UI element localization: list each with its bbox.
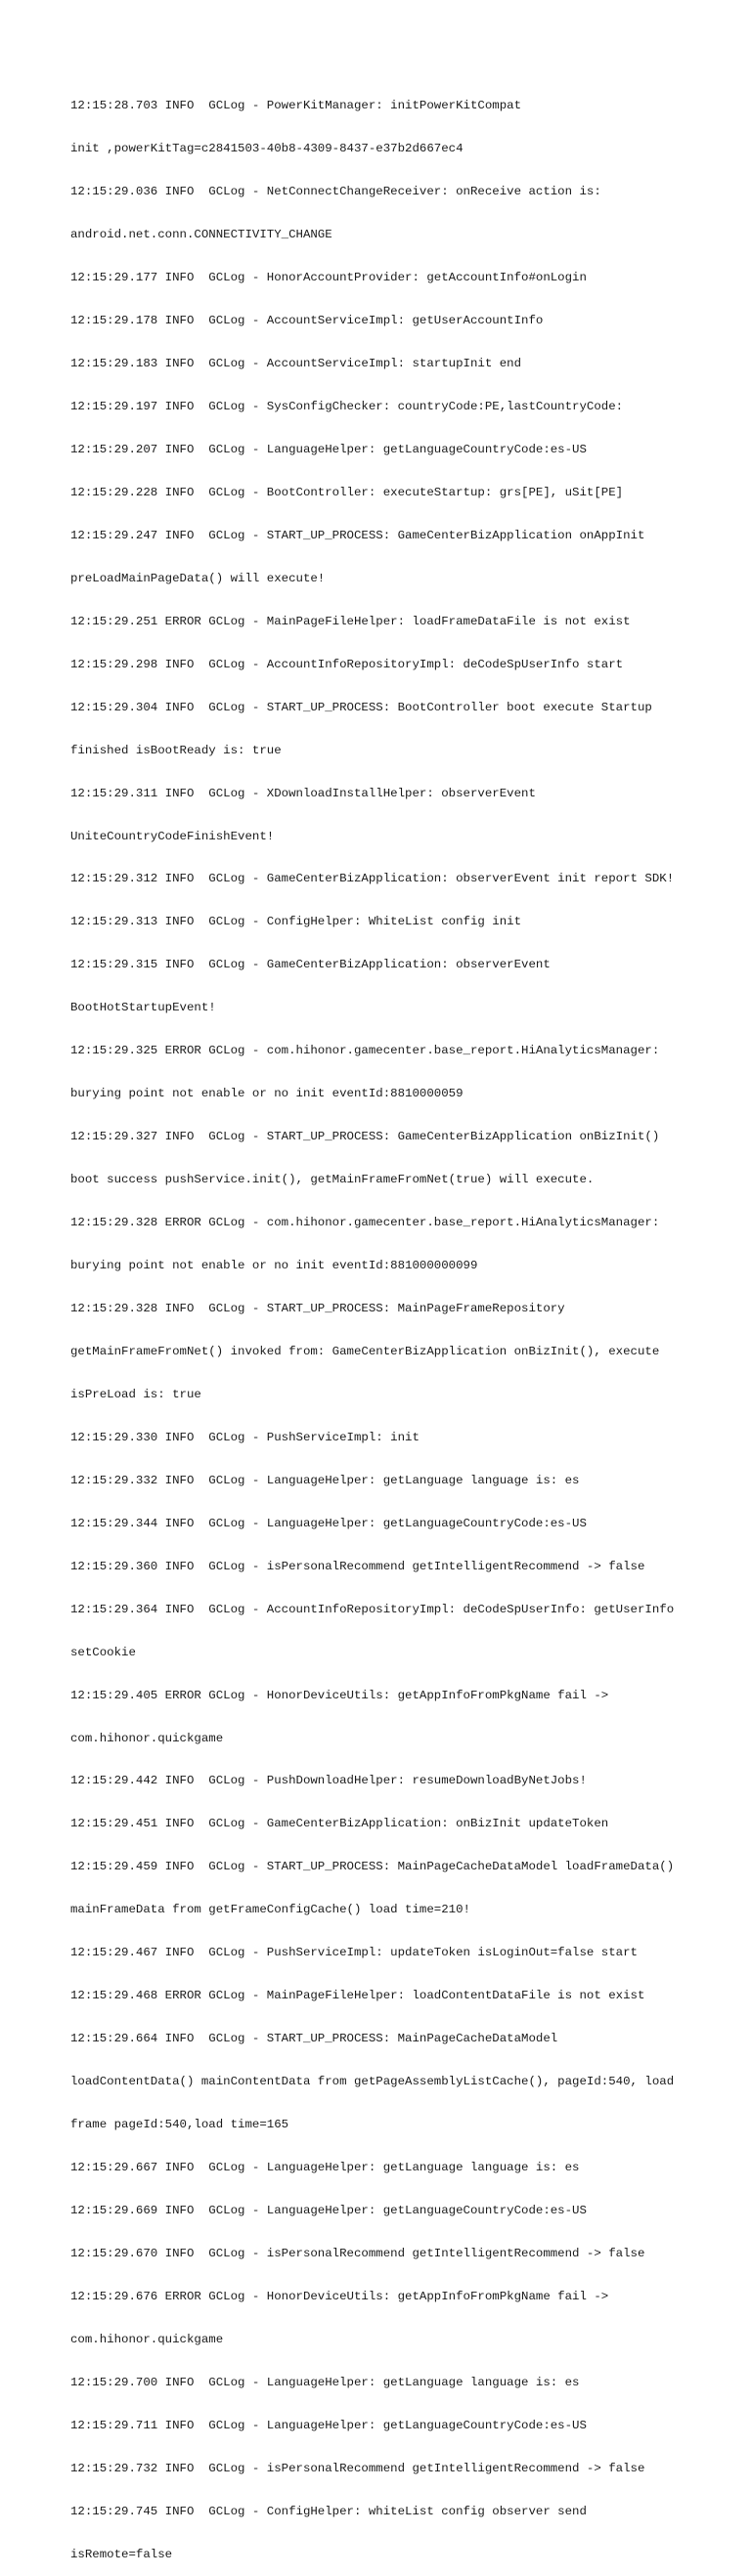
log-line: mainFrameData from getFrameConfigCache() load time=210! xyxy=(70,1903,470,1917)
log-line: setCookie xyxy=(70,1645,136,1659)
log-line: 12:15:29.405 ERROR GCLog - HonorDeviceUtils: getAppInfoFromPkgName fail -> xyxy=(70,1688,609,1702)
log-line: 12:15:29.313 INFO GCLog - ConfigHelper: WhiteList config init xyxy=(70,915,522,929)
log-line: 12:15:29.311 INFO GCLog - XDownloadInstallHelper: observerEvent xyxy=(70,786,536,800)
log-line: 12:15:29.312 INFO GCLog - GameCenterBizApplication: observerEvent init report SDK! xyxy=(70,872,675,886)
log-line: 12:15:29.442 INFO GCLog - PushDownloadHelper: resumeDownloadByNetJobs! xyxy=(70,1774,587,1788)
log-line: frame pageId:540,load time=165 xyxy=(70,2118,289,2132)
log-line: 12:15:29.207 INFO GCLog - LanguageHelper: getLanguageCountryCode:es-US xyxy=(70,442,587,456)
log-line: 12:15:29.700 INFO GCLog - LanguageHelper: getLanguage language is: es xyxy=(70,2375,580,2389)
log-document xyxy=(70,70,706,2576)
log-line: 12:15:29.745 INFO GCLog - ConfigHelper: whiteList config observer send xyxy=(70,2504,587,2518)
log-line: 12:15:29.328 ERROR GCLog - com.hihonor.gamecenter.base_report.HiAnalyticsManager: xyxy=(70,1216,660,1230)
log-line: 12:15:29.451 INFO GCLog - GameCenterBizApplication: onBizInit updateToken xyxy=(70,1817,609,1831)
log-line: 12:15:29.183 INFO GCLog - AccountServiceImpl: startupInit end xyxy=(70,357,522,371)
log-line: 12:15:29.332 INFO GCLog - LanguageHelper: getLanguage language is: es xyxy=(70,1473,580,1487)
log-line: 12:15:29.667 INFO GCLog - LanguageHelper: getLanguage language is: es xyxy=(70,2161,580,2175)
log-line: 12:15:29.327 INFO GCLog - START_UP_PROCESS: GameCenterBizApplication onBizInit() xyxy=(70,1130,660,1144)
log-line: 12:15:29.711 INFO GCLog - LanguageHelper: getLanguageCountryCode:es-US xyxy=(70,2418,587,2432)
log-line: 12:15:29.298 INFO GCLog - AccountInfoRepositoryImpl: deCodeSpUserInfo start xyxy=(70,657,624,671)
log-line: android.net.conn.CONNECTIVITY_CHANGE xyxy=(70,228,332,242)
log-line: burying point not enable or no init eventId:8810000059 xyxy=(70,1087,464,1101)
log-line: 12:15:29.177 INFO GCLog - HonorAccountProvider: getAccountInfo#onLogin xyxy=(70,271,587,285)
log-line: com.hihonor.quickgame xyxy=(70,2332,224,2346)
log-line: getMainFrameFromNet() invoked from: GameCenterBizApplication onBizInit(), execute xyxy=(70,1344,660,1358)
log-line: 12:15:29.325 ERROR GCLog - com.hihonor.gamecenter.base_report.HiAnalyticsManager: xyxy=(70,1044,660,1058)
log-line: 12:15:28.703 INFO GCLog - PowerKitManager: initPowerKitCompat xyxy=(70,99,522,113)
log-line: init ,powerKitTag=c2841503-40b8-4309-8437-e37b2d667ec4 xyxy=(70,142,464,156)
log-line: isPreLoad is: true xyxy=(70,1387,201,1401)
log-line: 12:15:29.670 INFO GCLog - isPersonalRecommend getIntelligentRecommend -> false xyxy=(70,2246,645,2260)
log-line: 12:15:29.364 INFO GCLog - AccountInfoRepositoryImpl: deCodeSpUserInfo: getUserInfo xyxy=(70,1602,675,1616)
log-line: 12:15:29.664 INFO GCLog - START_UP_PROCESS: MainPageCacheDataModel xyxy=(70,2032,558,2046)
log-line: 12:15:29.304 INFO GCLog - START_UP_PROCESS: BootController boot execute Startup xyxy=(70,700,652,714)
log-line: 12:15:29.669 INFO GCLog - LanguageHelper: getLanguageCountryCode:es-US xyxy=(70,2204,587,2218)
log-line: 12:15:29.732 INFO GCLog - isPersonalRecommend getIntelligentRecommend -> false xyxy=(70,2461,645,2475)
log-line: loadContentData() mainContentData from getPageAssemblyListCache(), pageId:540, load xyxy=(70,2075,675,2089)
log-line: preLoadMainPageData() will execute! xyxy=(70,571,326,585)
log-line: 12:15:29.228 INFO GCLog - BootController: executeStartup: grs[PE], uSit[PE] xyxy=(70,485,624,499)
log-line: 12:15:29.459 INFO GCLog - START_UP_PROCESS: MainPageCacheDataModel loadFrameData() xyxy=(70,1860,675,1874)
log-line: 12:15:29.468 ERROR GCLog - MainPageFileHelper: loadContentDataFile is not exist xyxy=(70,1989,645,2003)
log-line: 12:15:29.251 ERROR GCLog - MainPageFileHelper: loadFrameDataFile is not exist xyxy=(70,614,631,628)
log-line: UniteCountryCodeFinishEvent! xyxy=(70,829,275,843)
log-line: 12:15:29.247 INFO GCLog - START_UP_PROCESS: GameCenterBizApplication onAppInit xyxy=(70,528,645,542)
log-line: finished isBootReady is: true xyxy=(70,743,282,757)
log-line: 12:15:29.178 INFO GCLog - AccountServiceImpl: getUserAccountInfo xyxy=(70,314,544,328)
log-line: 12:15:29.676 ERROR GCLog - HonorDeviceUtils: getAppInfoFromPkgName fail -> xyxy=(70,2289,609,2303)
log-line: isRemote=false xyxy=(70,2547,173,2561)
log-line: burying point not enable or no init eventId:881000000099 xyxy=(70,1259,478,1273)
log-line: 12:15:29.330 INFO GCLog - PushServiceImpl: init xyxy=(70,1430,420,1444)
log-line: 12:15:29.315 INFO GCLog - GameCenterBizApplication: observerEvent xyxy=(70,958,551,972)
log-line: 12:15:29.467 INFO GCLog - PushServiceImpl: updateToken isLoginOut=false start xyxy=(70,1946,638,1960)
log-line: 12:15:29.344 INFO GCLog - LanguageHelper: getLanguageCountryCode:es-US xyxy=(70,1516,587,1530)
log-line: BootHotStartupEvent! xyxy=(70,1001,216,1015)
log-line: boot success pushService.init(), getMainFrameFromNet(true) will execute. xyxy=(70,1173,595,1187)
log-line: 12:15:29.360 INFO GCLog - isPersonalRecommend getIntelligentRecommend -> false xyxy=(70,1559,645,1573)
log-line: 12:15:29.328 INFO GCLog - START_UP_PROCESS: MainPageFrameRepository xyxy=(70,1302,565,1315)
log-line: com.hihonor.quickgame xyxy=(70,1731,224,1745)
log-line: 12:15:29.036 INFO GCLog - NetConnectChangeReceiver: onReceive action is: xyxy=(70,185,601,199)
log-line: 12:15:29.197 INFO GCLog - SysConfigChecker: countryCode:PE,lastCountryCode: xyxy=(70,399,624,413)
